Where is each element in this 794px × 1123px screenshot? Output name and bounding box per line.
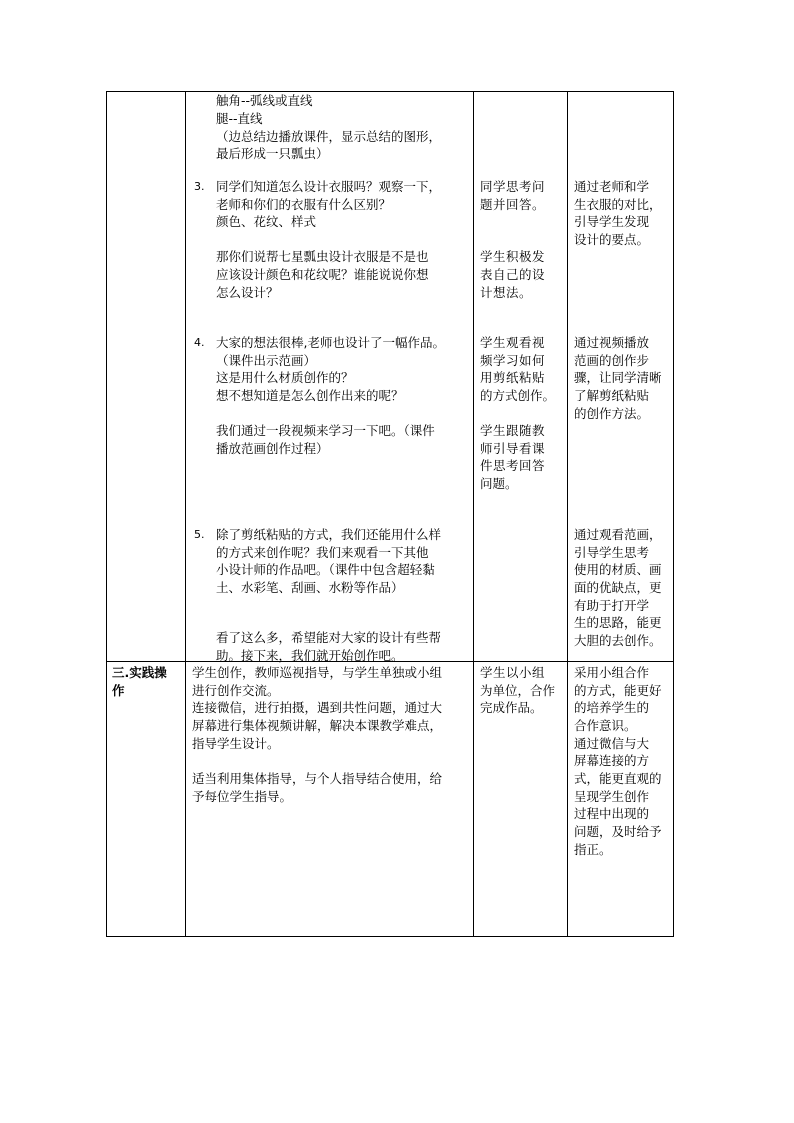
student-line: 件思考回答 <box>480 458 546 473</box>
student-line: 问题。 <box>480 476 518 491</box>
item-line: 那你们说帮七星瓢虫设计衣服是不是也 <box>216 249 429 264</box>
intent-line: 过程中出现的 <box>574 806 650 821</box>
section-title-line: 作 <box>112 683 125 698</box>
teacher-line: 予每位学生指导。 <box>192 789 293 804</box>
item-line: 同学们知道怎么设计衣服吗？观察一下， <box>216 179 442 194</box>
item-line: 助。接下来，我们就开始创作吧。 <box>216 648 404 663</box>
teacher-line: 指导学生设计。 <box>192 736 280 751</box>
intent-line: 屏幕连接的方 <box>574 753 650 768</box>
item-line: 除了剪纸粘贴的方式，我们还能用什么样 <box>216 527 442 542</box>
intro-line: 腿--直线 <box>216 111 263 126</box>
intent-line: 的培养学生的 <box>574 700 650 715</box>
teacher-line: 学生创作，教师巡视指导，与学生单独或小组 <box>192 665 443 680</box>
intent-line: 骤，让同学清晰 <box>574 370 662 385</box>
intent-line: 的方式，能更好 <box>574 683 662 698</box>
item-line: 小设计师的作品吧。（课件中包含超轻黏 <box>216 562 435 577</box>
student-line: 同学思考问 <box>480 179 546 194</box>
intent-line: 通过观看范画， <box>574 527 662 542</box>
column-divider <box>185 92 186 936</box>
student-line: 的方式创作。 <box>480 388 556 403</box>
intent-line: 呈现学生创作 <box>574 789 650 804</box>
intent-line: 了解剪纸粘贴 <box>574 388 650 403</box>
student-line: 频学习如何 <box>480 353 546 368</box>
intro-line: 触角--弧线或直线 <box>216 93 313 108</box>
item-number: 5. <box>194 528 205 541</box>
intent-line: 使用的材质、画 <box>574 562 662 577</box>
intro-line: （边总结边播放课件，显示总结的图形， <box>216 129 442 144</box>
intent-line: 采用小组合作 <box>574 665 650 680</box>
student-line: 完成作品。 <box>480 700 543 715</box>
item-line: 这是用什么材质创作的？ <box>216 370 354 385</box>
item-line: 想不想知道是怎么创作出来的呢？ <box>216 388 404 403</box>
teacher-line: 适当利用集体指导，与个人指导结合使用，给 <box>192 771 443 786</box>
intent-line: 通过微信与大 <box>574 736 650 751</box>
teacher-line: 连接微信，进行拍摄，遇到共性问题，通过大 <box>192 700 443 715</box>
item-line: 看了这么多，希望能对大家的设计有些帮 <box>216 630 442 645</box>
intent-line: 式，能更直观的 <box>574 771 662 786</box>
intent-line: 生的思路，能更 <box>574 615 662 630</box>
column-divider <box>473 92 474 936</box>
intent-line: 通过老师和学 <box>574 179 650 194</box>
item-line: 土、水彩笔、刮画、水粉等作品） <box>216 580 404 595</box>
intent-line: 引导学生思考 <box>574 545 650 560</box>
item-line: 颜色、花纹、样式 <box>216 214 317 229</box>
student-line: 用剪纸粘贴 <box>480 370 546 385</box>
student-line: 师引导看课 <box>480 441 546 456</box>
item-line: 应该设计颜色和花纹呢？谁能说说你想 <box>216 267 429 282</box>
intent-line: 设计的要点。 <box>574 232 650 247</box>
intent-line: 的创作方法。 <box>574 406 650 421</box>
item-line: （课件出示范画） <box>216 353 317 368</box>
intent-line: 有助于打开学 <box>574 598 650 613</box>
intent-line: 引导学生发现 <box>574 214 650 229</box>
intent-line: 范画的创作步 <box>574 353 650 368</box>
student-line: 学生积极发 <box>480 249 546 264</box>
student-line: 学生跟随教 <box>480 423 546 438</box>
intent-line: 指正。 <box>574 842 612 857</box>
item-line: 怎么设计？ <box>216 285 279 300</box>
student-line: 题并回答。 <box>480 197 546 212</box>
student-line: 计想法。 <box>480 285 533 300</box>
intent-line: 大胆的去创作。 <box>574 633 662 648</box>
item-line: 大家的想法很棒,老师也设计了一幅作品。 <box>216 335 445 350</box>
teacher-line: 进行创作交流。 <box>192 683 280 698</box>
intent-line: 面的优缺点，更 <box>574 580 662 595</box>
item-line: 的方式来创作呢？我们来观看一下其他 <box>216 545 429 560</box>
intent-line: 合作意识。 <box>574 718 637 733</box>
section-title-line: 三.实践操 <box>112 665 167 680</box>
student-line: 表自己的设 <box>480 267 546 282</box>
intent-line: 生衣服的对比， <box>574 197 662 212</box>
student-line: 学生以小组 <box>480 665 546 680</box>
item-line: 我们通过一段视频来学习一下吧。（课件 <box>216 423 435 438</box>
intent-line: 通过视频播放 <box>574 335 650 350</box>
teacher-line: 屏幕进行集体视频讲解，解决本课教学难点， <box>192 718 443 733</box>
intro-line: 最后形成一只瓢虫） <box>216 146 329 161</box>
student-line: 为单位，合作 <box>480 683 556 698</box>
item-number: 4. <box>194 336 205 349</box>
item-line: 播放范画创作过程） <box>216 441 329 456</box>
item-number: 3. <box>194 180 205 193</box>
student-line: 学生观看视 <box>480 335 546 350</box>
item-line: 老师和你们的衣服有什么区别？ <box>216 197 392 212</box>
column-divider <box>567 92 568 936</box>
intent-line: 问题，及时给予 <box>574 824 662 839</box>
